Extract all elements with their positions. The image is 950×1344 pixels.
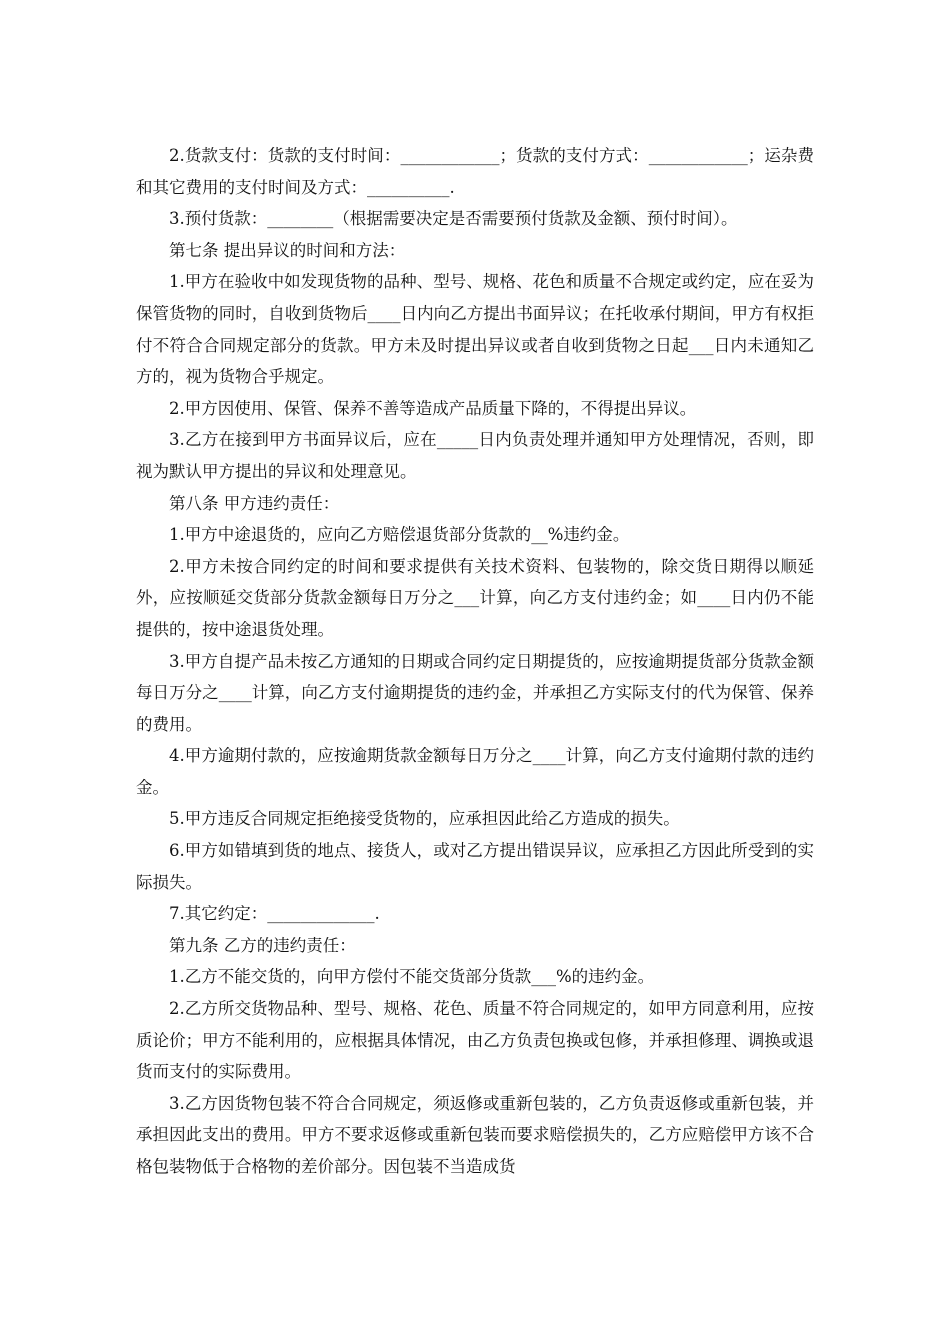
paragraph-8-3: 3.甲方自提产品未按乙方通知的日期或合同约定日期提货的，应按逾期提货部分货款金额每日万分之____计算，向乙方支付逾期提货的违约金，并承担乙方实际支付的代为保管、保养的费用。 (136, 651, 814, 734)
paragraph-9-2: 2.乙方所交货物品种、型号、规格、花色、质量不符合同规定的，如甲方同意利用，应按质论价；甲方不能利用的，应根据具体情况，由乙方负责包换或包修，并承担修理、调换或退货而支付的实际费用。 (136, 999, 814, 1082)
paragraph-8-1: 1.甲方中途退货的，应向乙方赔偿退货部分货款的__%违约金。 (169, 525, 630, 545)
heading-article-9: 第九条 乙方的违约责任： (169, 935, 356, 955)
paragraph-8-6: 6.甲方如错填到货的地点、接货人，或对乙方提出错误异议，应承担乙方因此所受到的实际损失。 (136, 841, 814, 892)
heading-article-8: 第八条 甲方违约责任： (169, 493, 340, 513)
paragraph-8-4: 4.甲方逾期付款的，应按逾期货款金额每日万分之____计算，向乙方支付逾期付款的违约金。 (136, 746, 814, 797)
paragraph-8-7: 7.其它约定：_____________. (169, 904, 380, 924)
paragraph-9-1: 1.乙方不能交货的，向甲方偿付不能交货部分货款___%的违约金。 (169, 967, 655, 987)
paragraph-8-5: 5.甲方违反合同规定拒绝接受货物的，应承担因此给乙方造成的损失。 (169, 809, 680, 829)
paragraph-7-3: 3.乙方在接到甲方书面异议后，应在_____日内负责处理并通知甲方处理情况，否则，即视为默认甲方提出的异议和处理意见。 (136, 430, 814, 481)
paragraph-payment-terms: 2.货款支付：货款的支付时间：____________；货款的支付方式：____________；运杂费和其它费用的支付时间及方式：__________. (136, 146, 814, 197)
paragraph-7-1: 1.甲方在验收中如发现货物的品种、型号、规格、花色和质量不合规定或约定，应在妥为保管货物的同时，自收到货物后____日内向乙方提出书面异议；在托收承付期间，甲方有权拒付不符合合同规定部分的货款。甲方未及时提出异议或者自收到货物之日起___日内未通知乙方的，视为货物合乎规定。 (136, 272, 814, 387)
document-page (136, 140, 814, 1183)
paragraph-9-3: 3.乙方因货物包装不符合合同规定，须返修或重新包装的，乙方负责返修或重新包装，并承担因此支出的费用。甲方不要求返修或重新包装而要求赔偿损失的，乙方应赔偿甲方该不合格包装物低于合格物的差价部分。因包装不当造成货 (136, 1093, 814, 1176)
paragraph-8-2: 2.甲方未按合同约定的时间和要求提供有关技术资料、包装物的，除交货日期得以顺延外，应按顺延交货部分货款金额每日万分之___计算，向乙方支付违约金；如____日内仍不能提供的，按中途退货处理。 (136, 556, 814, 639)
heading-article-7: 第七条 提出异议的时间和方法： (169, 240, 406, 260)
paragraph-7-2: 2.甲方因使用、保管、保养不善等造成产品质量下降的，不得提出异议。 (169, 398, 697, 418)
paragraph-prepayment: 3.预付货款：________（根据需要决定是否需要预付货款及金额、预付时间）。 (169, 209, 738, 229)
